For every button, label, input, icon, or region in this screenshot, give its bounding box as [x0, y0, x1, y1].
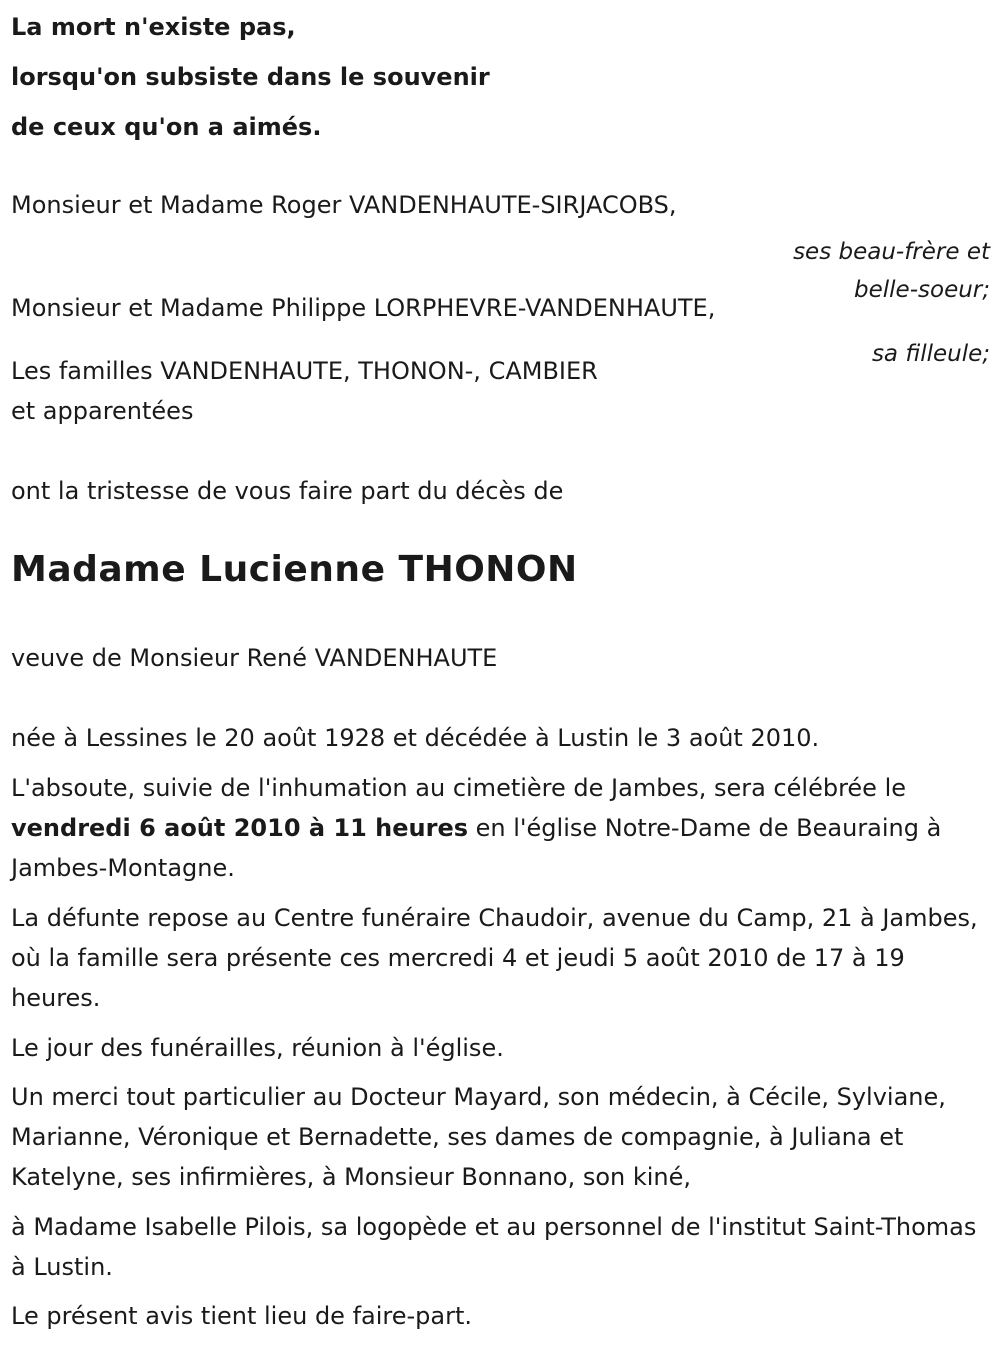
families-line-2: et apparentées: [11, 397, 194, 425]
widow-of: veuve de Monsieur René VANDENHAUTE: [11, 644, 498, 672]
motto-line-2: lorsqu'on subsiste dans le souvenir: [11, 63, 490, 91]
motto-line-1: La mort n'existe pas,: [11, 13, 296, 41]
ceremony-text-2: en l'église Notre-Dame de Beauraing à Jambes-Montagne.: [11, 814, 942, 882]
family-relation-2: sa filleule;: [871, 341, 990, 367]
motto-line-3: de ceux qu'on a aimés.: [11, 113, 322, 141]
meeting-paragraph: Le jour des funérailles, réunion à l'église.: [11, 1034, 504, 1062]
family-relation-1-line-2: belle-soeur;: [854, 277, 990, 303]
birth-death: née à Lessines le 20 août 1928 et décédée à Lustin le 3 août 2010.: [11, 724, 820, 752]
rest-paragraph: La défunte repose au Centre funéraire Chaudoir, avenue du Camp, 21 à Jambes, où la famille sera présente ces mercredi 4 et jeudi 5 août 2010 de 17 à 19 heures.: [11, 904, 978, 1012]
ceremony-date: vendredi 6 août 2010 à 11 heures: [11, 814, 469, 842]
deceased-name: Madame Lucienne THONON: [11, 549, 578, 590]
thanks-paragraph-1: Un merci tout particulier au Docteur Mayard, son médecin, à Cécile, Sylviane, Marianne, Véronique et Bernadette, ses dames de compagnie, à Juliana et Katelyne, ses infirmières, à Monsieur Bonnano, son kiné,: [11, 1083, 946, 1191]
announcement: ont la tristesse de vous faire part du décès de: [11, 477, 564, 505]
ceremony-text-1: L'absoute, suivie de l'inhumation au cimetière de Jambes, sera célébrée le: [11, 774, 906, 802]
family-member-1: Monsieur et Madame Roger VANDENHAUTE-SIRJACOBS,: [11, 191, 677, 219]
notice-paragraph: Le présent avis tient lieu de faire-part.: [11, 1302, 473, 1330]
families-line-1: Les familles VANDENHAUTE, THONON-, CAMBIER: [11, 357, 598, 385]
ceremony-paragraph: [11, 768, 991, 888]
thanks-paragraph-2: à Madame Isabelle Pilois, sa logopède et au personnel de l'institut Saint-Thomas à Lustin.: [11, 1213, 977, 1281]
family-member-2: Monsieur et Madame Philippe LORPHEVRE-VANDENHAUTE,: [11, 294, 716, 322]
family-relation-1-line-1: ses beau-frère et: [793, 239, 990, 265]
